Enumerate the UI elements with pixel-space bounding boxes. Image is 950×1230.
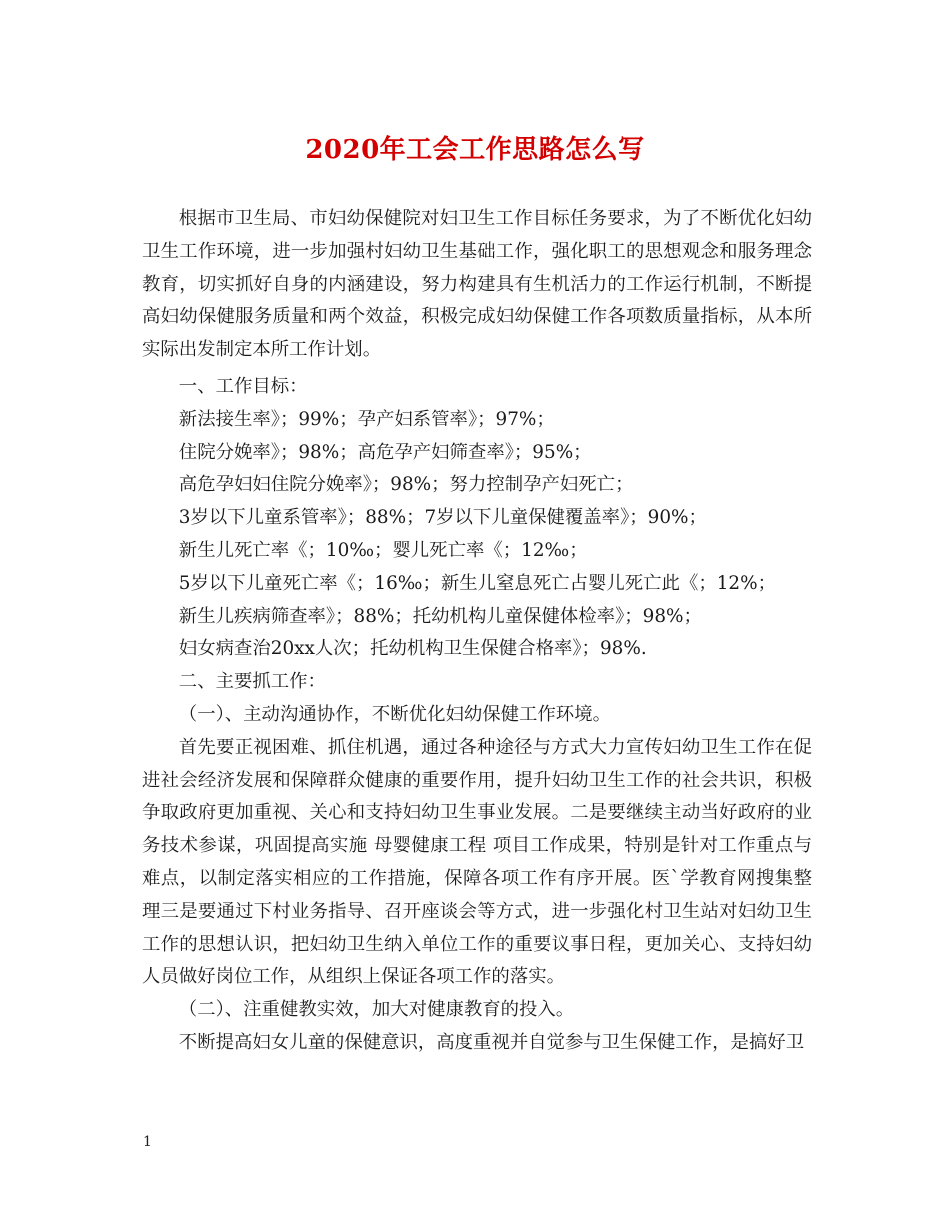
- intro-paragraph: 根据市卫生局、市妇幼保健院对妇卫生工作目标任务要求，为了不断优化妇幼卫生工作环境，进一步加强村妇幼卫生基础工作，强化职工的思想观念和服务理念教育，切实抓好自身的内涵建设，努力构建具有生机活力的工作运行机制，不断提高妇幼保健服务质量和两个效益，积极完成妇幼保健工作各项数质量指标，从本所实际出发制定本所工作计划。: [142, 208, 812, 361]
- section-heading-goals: 一、工作目标：: [178, 375, 308, 397]
- subsection-heading-1: （一）、主动沟通协作，不断优化妇幼保健工作环境。: [178, 703, 611, 725]
- goal-line: 新生儿疾病筛查率》；88%；托幼机构儿童保健体检率》；98%；: [178, 605, 702, 627]
- goal-line: 新法接生率》；99%；孕产妇系管率》；97%；: [178, 408, 555, 430]
- goal-line: 高危孕妇妇住院分娩率》；98%；努力控制孕产妇死亡；: [178, 474, 634, 496]
- document-title: 2020年工会工作思路怎么写: [305, 135, 645, 165]
- document-body: [142, 203, 812, 1060]
- subsection-heading-2: （二）、注重健教实效，加大对健康教育的投入。: [178, 999, 575, 1021]
- page-number: 1: [143, 1134, 152, 1150]
- goal-line: 3岁以下儿童系管率》；88%；7岁以下儿童保健覆盖率》；90%；: [178, 507, 707, 529]
- body-paragraph: 不断提高妇女儿童的保健意识，高度重视并自觉参与卫生保健工作，是搞好卫: [178, 1031, 805, 1053]
- section-heading-main-work: 二、主要抓工作：: [178, 671, 326, 693]
- goal-line: 住院分娩率》；98%；高危孕产妇筛查率》；95%；: [178, 441, 592, 463]
- body-paragraph: 首先要正视困难、抓住机遇，通过各种途径与方式大力宣传妇幼卫生工作在促进社会经济发展和保障群众健康的重要作用，提升妇幼卫生工作的社会共识，积极争取政府更加重视、关心和支持妇幼卫生事业发展。二是要继续主动当好政府的业务技术参谋，巩固提高实施 母婴健康工程 项目工作成果，特别是针对工作重点与难点，以制定落实相应的工作措施，保障各项工作有序开展。医`学教育网搜集整理三是要通过下村业务指导、召开座谈会等方式，进一步强化村卫生站对妇幼卫生工作的思想认识，把妇幼卫生纳入单位工作的重要议事日程，更加关心、支持妇幼人员做好岗位工作，从组织上保证各项工作的落实。: [142, 736, 812, 988]
- goal-line: 5岁以下儿童死亡率《；16‰；新生儿窒息死亡占婴儿死亡此《；12%；: [178, 572, 776, 594]
- goal-line: 妇女病查治20xx人次；托幼机构卫生保健合格率》；98%.: [178, 638, 647, 660]
- goal-line: 新生儿死亡率《；10‰；婴儿死亡率《；12‰；: [178, 539, 588, 561]
